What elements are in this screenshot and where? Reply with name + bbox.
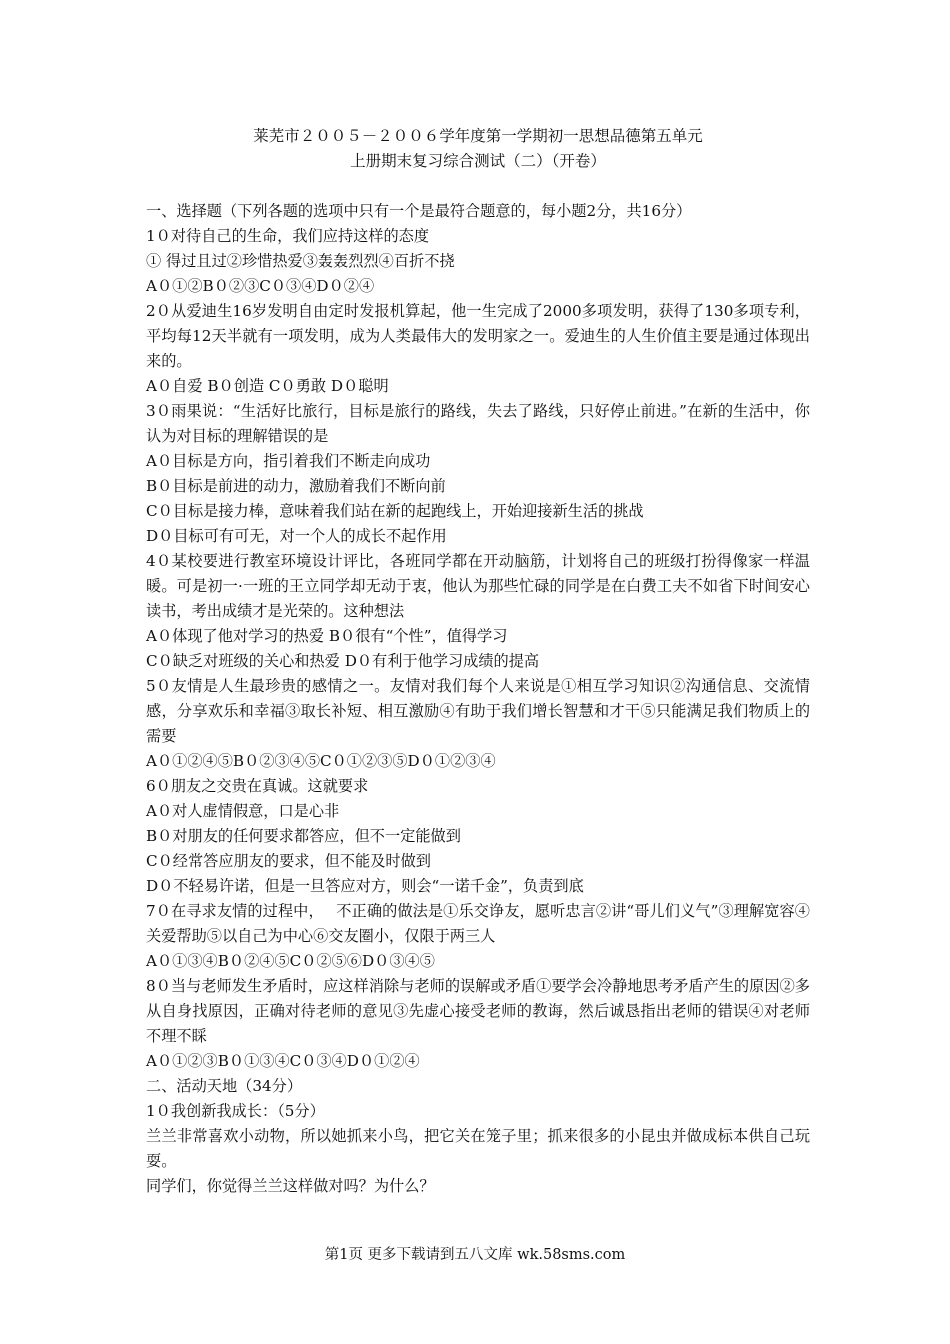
answer-choice: B０对朋友的任何要求都答应，但不一定能做到 bbox=[146, 827, 461, 845]
question-text: 4０某校要进行教室环境设计评比，各班同学都在开动脑筋，计划将自己的班级打扮得像家一样温暖。可是初一·一班的王立同学却无动于衷，他认为那些忙碌的同学是在白费工夫不如省下时间安心读书，考出成绩才是光荣的。这种想法 bbox=[146, 552, 810, 620]
question-text: 3０雨果说：“生活好比旅行，目标是旅行的路线，失去了路线，只好停止前进。”在新的生活中，你认为对目标的理解错误的是 bbox=[146, 402, 810, 445]
answer-choice: B０目标是前进的动力，激励着我们不断向前 bbox=[146, 477, 446, 495]
question-text: 2０从爱迪生16岁发明自由定时发报机算起，他一生完成了2000多项发明，获得了130多项专利，平均每12天半就有一项发明，成为人类最伟大的发明家之一。爱迪生的人生价值主要是通过体现出来的。 bbox=[146, 302, 810, 370]
answer-choice: A０对人虚情假意，口是心非 bbox=[146, 802, 340, 820]
question-text: 8０当与老师发生矛盾时，应这样消除与老师的误解或矛盾①要学会冷静地思考矛盾产生的原因②多从自身找原因，正确对待老师的意见③先虚心接受老师的教诲，然后诚恳指出老师的错误④对老师不理不睬 bbox=[146, 977, 810, 1045]
question-text: 1０对待自己的生命，我们应持这样的态度 bbox=[146, 227, 430, 245]
answer-choices: A０体现了他对学习的热爱 B０很有“个性”，值得学习 bbox=[146, 627, 508, 645]
answer-choices: A０①②B０②③C０③④D０②④ bbox=[146, 277, 375, 295]
question-text: 兰兰非常喜欢小动物，所以她抓来小鸟，把它关在笼子里；抓来很多的小昆虫并做成标本供自己玩耍。 bbox=[146, 1127, 810, 1170]
page-footer: 第1页 更多下载请到五八文库 wk.58sms.com bbox=[324, 1247, 626, 1263]
document-title bbox=[146, 124, 810, 174]
answer-choices: A０自爱 B０创造 C０勇敢 D０聪明 bbox=[146, 377, 389, 395]
answer-choice: D０目标可有可无，对一个人的成长不起作用 bbox=[146, 527, 447, 545]
title-line-1: 莱芜市２００５－２００６学年度第一学期初一思想品德第五单元 bbox=[253, 127, 703, 145]
answer-choice: D０不轻易许诺，但是一旦答应对方，则会“一诺千金”，负责到底 bbox=[146, 877, 584, 895]
answer-choices: A０①②④⑤B０②③④⑤C０①②③⑤D０①②③④ bbox=[146, 752, 496, 770]
answer-choice: A０目标是方向，指引着我们不断走向成功 bbox=[146, 452, 431, 470]
question-text: 7０在寻求友情的过程中， 不正确的做法是①乐交诤友，愿听忠言②讲“哥儿们义气”③理解宽容④关爱帮助⑤以自己为中心⑥交友圈小，仅限于两三人 bbox=[146, 902, 810, 945]
question-text: 1０我创新我成长：（5分） bbox=[146, 1102, 325, 1120]
answer-choices: A０①②③B０①③④C０③④D０①②④ bbox=[146, 1052, 420, 1070]
answer-choices: A０①③④B０②④⑤C０②⑤⑥D０③④⑤ bbox=[146, 952, 435, 970]
title-line-2: 上册期末复习综合测试（二）（开卷） bbox=[350, 152, 606, 170]
answer-choice: C０经常答应朋友的要求，但不能及时做到 bbox=[146, 852, 431, 870]
question-text: 5０友情是人生最珍贵的感情之一。友情对我们每个人来说是①相互学习知识②沟通信息、交流情感，分享欢乐和幸福③取长补短、相互激励④有助于我们增长智慧和才干⑤只能满足我们物质上的需要 bbox=[146, 677, 810, 745]
section-heading: 一、选择题（下列各题的选项中只有一个是最符合题意的，每小题2分，共16分） bbox=[146, 202, 692, 220]
answer-choices: C０缺乏对班级的关心和热爱 D０有利于他学习成绩的提高 bbox=[146, 652, 540, 670]
question-options: ① 得过且过②珍惜热爱③轰轰烈烈④百折不挠 bbox=[146, 252, 455, 270]
document-body bbox=[146, 199, 810, 1199]
document-page bbox=[146, 124, 810, 1199]
question-text: 同学们，你觉得兰兰这样做对吗？为什么？ bbox=[146, 1177, 435, 1195]
question-text: 6０朋友之交贵在真诚。这就要求 bbox=[146, 777, 369, 795]
answer-choice: C０目标是接力棒，意味着我们站在新的起跑线上，开始迎接新生活的挑战 bbox=[146, 502, 644, 520]
section-heading: 二、活动天地（34分） bbox=[146, 1077, 303, 1095]
